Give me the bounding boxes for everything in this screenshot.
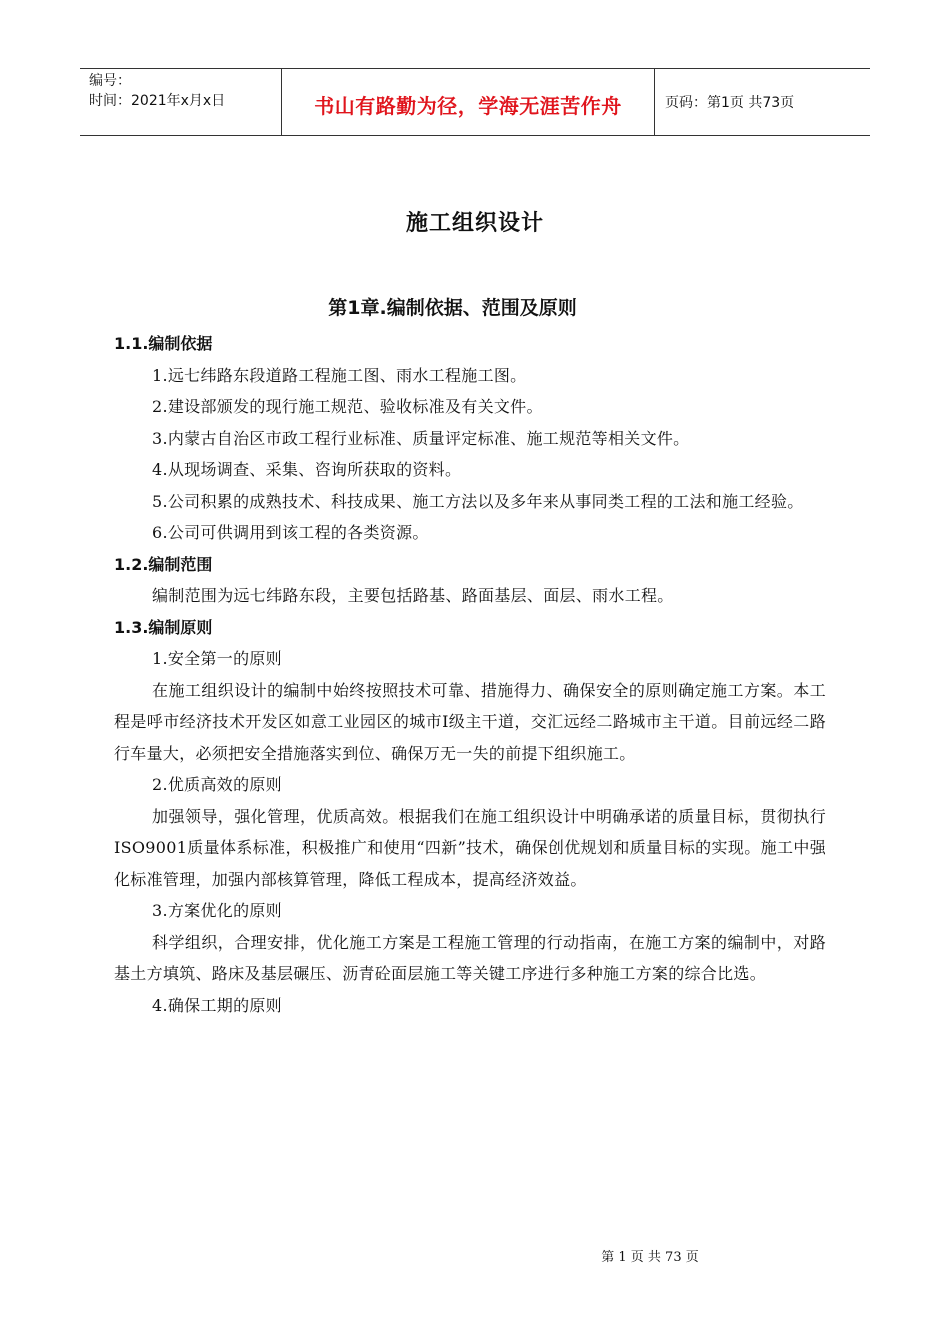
header-motto-cell xyxy=(281,69,655,135)
header-page-cell xyxy=(655,69,870,135)
paragraph: 3.内蒙古自治区市政工程行业标准、质量评定标准、施工规范等相关文件。 xyxy=(152,428,690,448)
document-title: 施工组织设计 xyxy=(405,211,544,236)
paragraph: 4.从现场调查、采集、咨询所获取的资料。 xyxy=(152,460,462,479)
paragraph: 1.安全第一的原则 xyxy=(152,649,282,668)
paragraph: 加强领导，强化管理，优质高效。根据我们在施工组织设计中明确承诺的质量目标，贯彻执行ISO9001质量体系标准，积极推广和使用“四新”技术，确保创优规划和质量目标的实现。施工中强化标准管理，加强内部核算管理，降低工程成本，提高经济效益。 xyxy=(114,806,826,889)
date-label: 时间：2021年x月x日 xyxy=(89,93,226,109)
section-heading: 1.3.编制原则 xyxy=(114,617,213,637)
paragraph: 6.公司可供调用到该工程的各类资源。 xyxy=(152,523,429,542)
paragraph: 编制范围为远七纬路东段，主要包括路基、路面基层、面层、雨水工程。 xyxy=(152,586,674,605)
paragraph: 3.方案优化的原则 xyxy=(152,901,282,920)
paragraph: 2.建设部颁发的现行施工规范、验收标准及有关文件。 xyxy=(152,397,543,416)
chapter-heading: 第1章.编制依据、范围及原则 xyxy=(328,297,577,319)
header-left-cell xyxy=(80,69,281,135)
paragraph: 在施工组织设计的编制中始终按照技术可靠、措施得力、确保安全的原则确定施工方案。本工程是呼市经济技术开发区如意工业园区的城市Ⅰ级主干道，交汇远经二路城市主干道。目前远经二路行车量大，必须把安全措施落实到位、确保万无一失的前提下组织施工。 xyxy=(114,680,826,763)
section-heading: 1.2.编制范围 xyxy=(114,554,213,574)
paragraph: 2.优质高效的原则 xyxy=(152,775,282,794)
motto-text: 书山有路勤为径，学海无涯苦作舟 xyxy=(314,93,622,118)
page-info: 页码：第1页 共73页 xyxy=(665,95,795,111)
document-body xyxy=(114,328,826,1021)
page-footer xyxy=(0,1246,950,1265)
header-table xyxy=(80,68,870,136)
section-heading: 1.1.编制依据 xyxy=(114,334,213,353)
paragraph: 科学组织，合理安排，优化施工方案是工程施工管理的行动指南，在施工方案的编制中，对路基土方填筑、路床及基层碾压、沥青砼面层施工等关键工序进行多种施工方案的综合比选。 xyxy=(114,932,826,983)
number-label: 编号： xyxy=(89,73,131,89)
footer-page-number: 第 1 页 共 73 页 xyxy=(601,1250,699,1265)
paragraph: 1.远七纬路东段道路工程施工图、雨水工程施工图。 xyxy=(152,365,527,385)
paragraph: 4.确保工期的原则 xyxy=(152,995,282,1015)
paragraph: 5.公司积累的成熟技术、科技成果、施工方法以及多年来从事同类工程的工法和施工经验。 xyxy=(152,491,804,511)
